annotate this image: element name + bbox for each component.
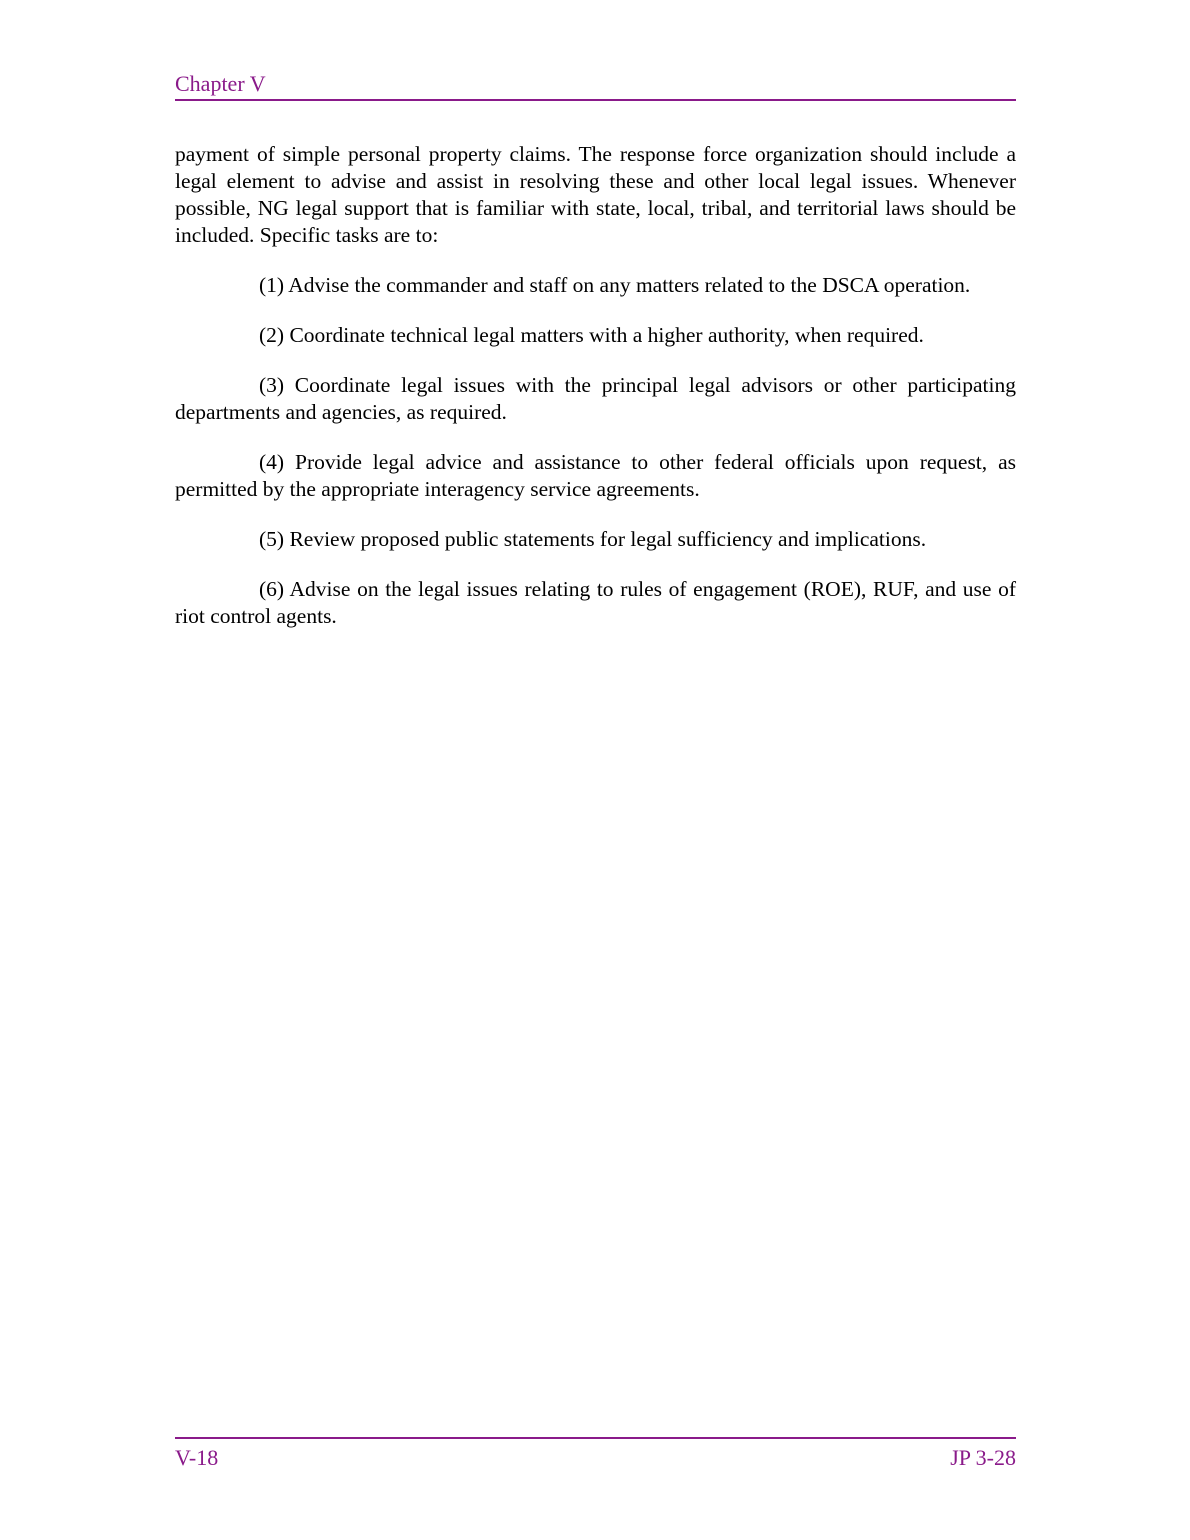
task-item-6: (6) Advise on the legal issues relating to rules of engagement (ROE), RUF, and use of riot control agents. — [175, 577, 1016, 628]
task-item-3: (3) Coordinate legal issues with the principal legal advisors or other participating departments and agencies, as required. — [175, 373, 1016, 424]
chapter-title: Chapter V — [175, 71, 266, 96]
task-item-5: (5) Review proposed public statements for legal sufficiency and implications. — [259, 527, 927, 551]
task-item-4: (4) Provide legal advice and assistance to other federal officials upon request, as permitted by the appropriate interagency service agreements. — [175, 450, 1016, 501]
document-body — [175, 141, 1016, 653]
intro-paragraph: payment of simple personal property claims. The response force organization should include a legal element to advise and assist in resolving these and other local legal issues. Whenever possible, NG legal support that is familiar with state, local, tribal, and territorial laws should be included. Specific tasks are to: — [175, 142, 1016, 247]
publication-id: JP 3-28 — [950, 1445, 1016, 1470]
task-item-2: (2) Coordinate technical legal matters with a higher authority, when required. — [259, 323, 924, 347]
footer-divider — [175, 1437, 1016, 1439]
header-divider — [175, 99, 1016, 101]
task-item-1: (1) Advise the commander and staff on any matters related to the DSCA operation. — [259, 273, 971, 297]
page-number: V-18 — [175, 1445, 219, 1470]
page-header — [175, 70, 1016, 98]
